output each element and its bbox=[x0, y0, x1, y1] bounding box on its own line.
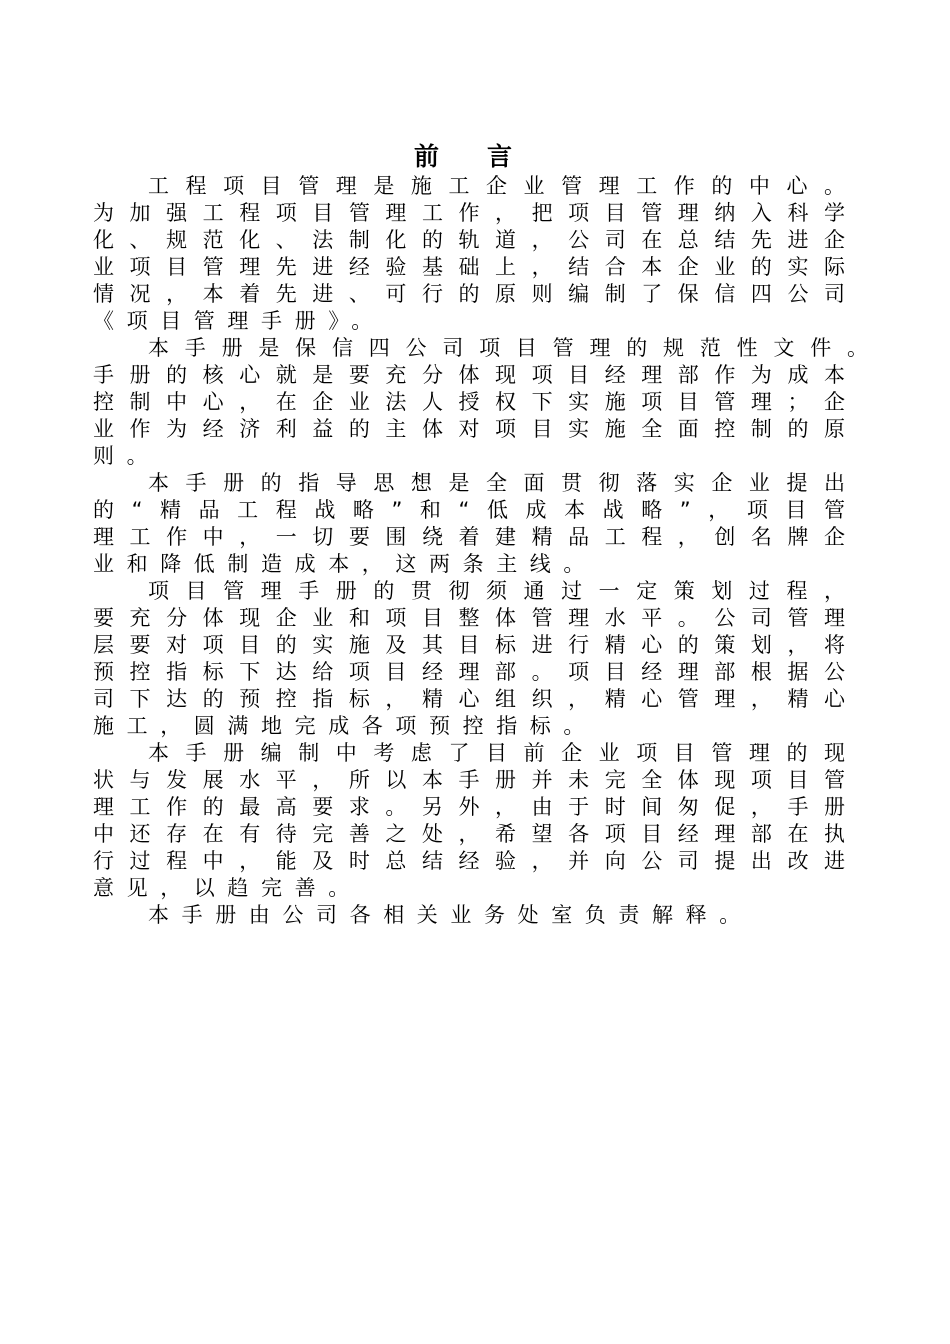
text-line: 手册的核心就是要充分体现项目经理部作为成本 bbox=[93, 363, 845, 387]
text-line: 本手册由公司各相关业务处室负责解释。 bbox=[148, 903, 753, 927]
text-line: 化、规范化、法制化的轨道，公司在总结先进企 bbox=[93, 228, 845, 252]
text-line: 本手册是保信四公司项目管理的规范性文件。 bbox=[148, 336, 868, 360]
text-line: 业作为经济利益的主体对项目实施全面控制的原 bbox=[93, 417, 845, 441]
text-line: 项目管理手册的贯彻须通过一定策划过程， bbox=[148, 579, 845, 603]
text-line: 行过程中，能及时总结经验，并向公司提出改进 bbox=[93, 849, 845, 873]
text-line: 的“精品工程战略”和“低成本战略”，项目管 bbox=[93, 498, 845, 522]
text-line: 中还存在有待完善之处，希望各项目经理部在执 bbox=[93, 822, 845, 846]
text-line: 为加强工程项目管理工作，把项目管理纳入科学 bbox=[93, 201, 845, 225]
text-line: 要充分体现企业和项目整体管理水平。公司管理 bbox=[93, 606, 845, 630]
text-line: 施工，圆满地完成各项预控指标。 bbox=[93, 714, 597, 738]
text-line: 理工作中，一切要围绕着建精品工程，创名牌企 bbox=[93, 525, 845, 549]
text-line: 本手册编制中考虑了目前企业项目管理的现 bbox=[148, 741, 845, 765]
text-line: 工程项目管理是施工企业管理工作的中心。 bbox=[148, 174, 845, 198]
text-line: 预控指标下达给项目经理部。项目经理部根据公 bbox=[93, 660, 845, 684]
text-line: 情况，本着先进、可行的原则编制了保信四公司 bbox=[93, 282, 845, 306]
text-line: 理工作的最高要求。另外，由于时间匆促，手册 bbox=[93, 795, 845, 819]
text-line: 本手册的指导思想是全面贯彻落实企业提出 bbox=[148, 471, 845, 495]
text-line: 控制中心，在企业法人授权下实施项目管理；企 bbox=[93, 390, 845, 414]
text-line: 业和降低制造成本，这两条主线。 bbox=[93, 552, 597, 576]
text-line: 意见，以趋完善。 bbox=[93, 876, 362, 900]
text-line: 则。 bbox=[93, 444, 161, 468]
text-line: 层要对项目的实施及其目标进行精心的策划，将 bbox=[93, 633, 845, 657]
text-line: 业项目管理先进经验基础上，结合本企业的实际 bbox=[93, 255, 845, 279]
text-line: 司下达的预控指标，精心组织，精心管理，精心 bbox=[93, 687, 845, 711]
page-title: 前言 bbox=[413, 142, 560, 171]
text-line: 《项目管理手册》。 bbox=[93, 309, 385, 333]
text-line: 状与发展水平，所以本手册并未完全体现项目管 bbox=[93, 768, 845, 792]
